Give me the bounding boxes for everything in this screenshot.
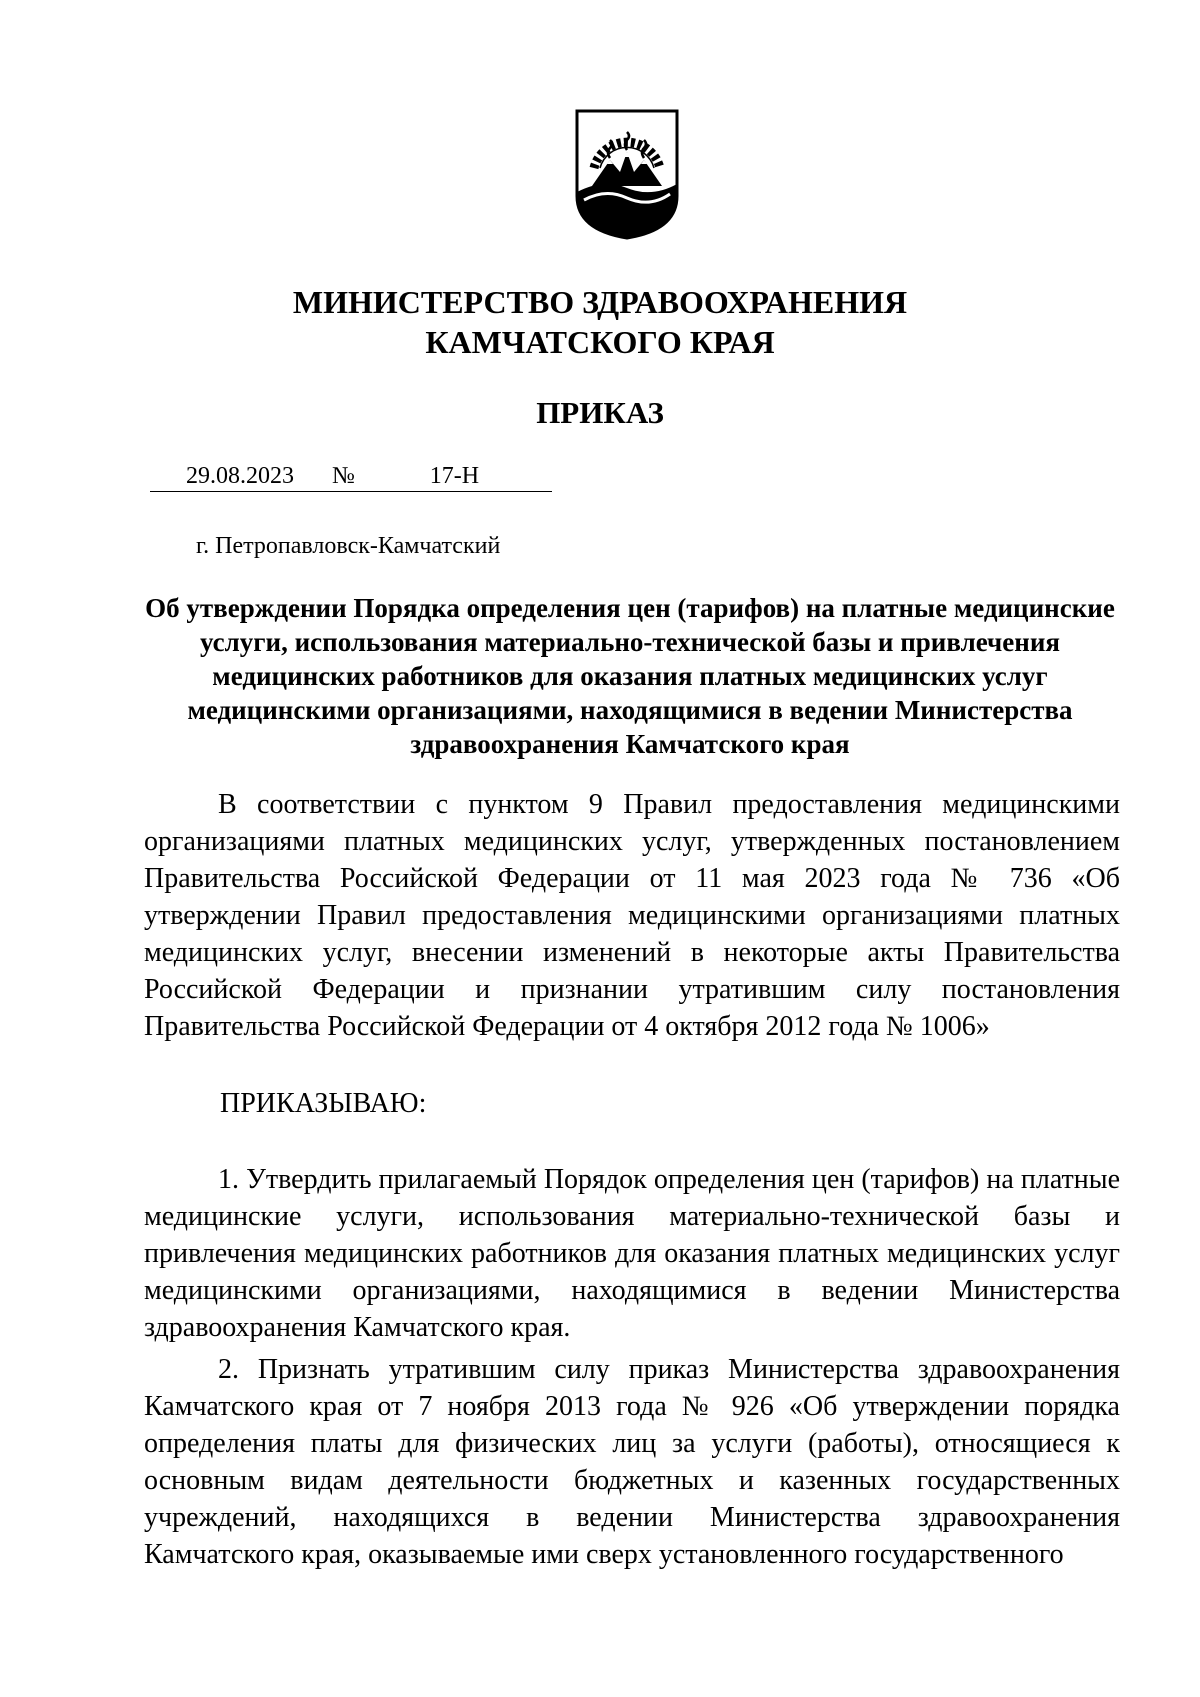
- kamchatka-coat-of-arms-icon: [574, 108, 680, 240]
- document-type: ПРИКАЗ: [536, 395, 664, 430]
- date-number-line: [150, 458, 552, 494]
- document-title: Об утверждении Порядка определения цен (тарифов) на платные медицинские услуги, использования материально-технической базы и привлечения медицинских работников для оказания платных медицинских услуг медицинскими организациями, находящимися в ведении Министерства здравоохранения Камчатского края: [145, 593, 1115, 759]
- city: г. Петропавловск-Камчатский: [196, 533, 501, 559]
- order-keyword: ПРИКАЗЫВАЮ:: [220, 1088, 427, 1119]
- ministry-name-line2: КАМЧАТСКОГО КРАЯ: [425, 324, 775, 360]
- preamble-paragraph: В соответствии с пунктом 9 Правил предоставления медицинскими организациями платных медицинских услуг, утвержденных постановлением Правительства Российской Федерации от 11 мая 2023 года № 736 «Об утверждении Правил предоставления медицинскими организациями платных медицинских услуг, внесении изменений в некоторые акты Правительства Российской Федерации и признании утратившим силу постановления Правительства Российской Федерации от 4 октября 2012 года № 1006»: [144, 789, 1120, 1042]
- order-number: 17-Н: [357, 461, 552, 492]
- order-item-2: 2. Признать утратившим силу приказ Министерства здравоохранения Камчатского края от 7 ноября 2013 года № 926 «Об утверждении порядка определения платы для физических лиц за услуги (работы), относящиеся к основным видам деятельности бюджетных и казенных государственных учреждений, находящихся в ведении Министерства здравоохранения Камчатского края, оказываемые ими сверх установленного государственного: [144, 1354, 1120, 1570]
- ministry-name-line1: МИНИСТЕРСТВО ЗДРАВООХРАНЕНИЯ: [292, 284, 908, 320]
- number-sign: №: [330, 461, 357, 492]
- order-date: 29.08.2023: [150, 461, 330, 492]
- order-item-1: 1. Утвердить прилагаемый Порядок определения цен (тарифов) на платные медицинские услуги, использования материально-технической базы и привлечения медицинских работников для оказания платных медицинских услуг медицинскими организациями, находящимися в ведении Министерства здравоохранения Камчатского края.: [144, 1164, 1120, 1343]
